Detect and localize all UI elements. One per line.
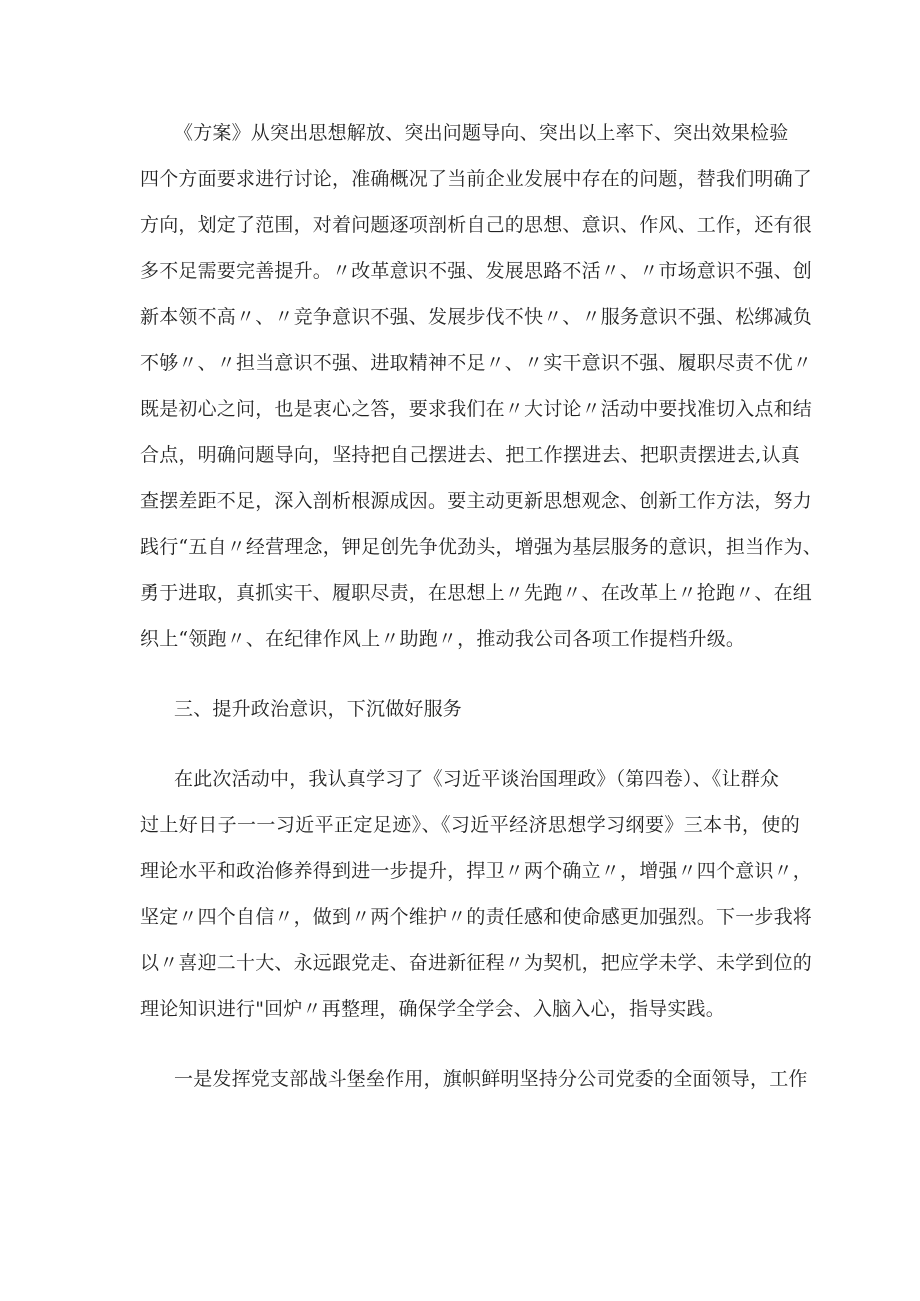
paragraph-2-line-5: 以〃喜迎二十大、永远跟党走、奋进新征程〃为契机，把应学未学、未学到位的 (140, 952, 813, 974)
paragraph-1-line-6: 不够〃、〃担当意识不强、进取精神不足〃、〃实干意识不强、履职尽责不优〃 (140, 352, 813, 374)
paragraph-1-line-4: 多不足需要完善提升。〃改革意识不强、发展思路不活〃、〃市场意识不强、创 (140, 260, 813, 282)
paragraph-1-line-7: 既是初心之问，也是衷心之答，要求我们在〃大讨论〃活动中要找准切入点和结 (140, 398, 813, 420)
paragraph-2-line-1: 在此次活动中，我认真学习了《习近平谈治国理政》（第四卷）、《让群众 (174, 768, 780, 790)
paragraph-2-line-6: 理论知识进行"回炉〃再整理，确保学全学会、入脑入心，指导实践。 (140, 998, 725, 1020)
section-heading: 三、提升政治意识，下沉做好服务 (174, 698, 463, 720)
paragraph-2-line-2: 过上好日子一一习近平正定足迹》、《习近平经济思想学习纲要》三本书，使的 (140, 814, 800, 836)
paragraph-1-line-3: 方向，划定了范围，对着问题逐项剖析自己的思想、意识、作风、工作，还有很 (140, 214, 813, 236)
paragraph-1-line-2: 四个方面要求进行讨论，准确概况了当前企业发展中存在的问题，替我们明确了 (140, 168, 813, 190)
paragraph-1-line-8: 合点，明确问题导向，坚持把自己摆进去、把工作摆进去、把职责摆进去,认真 (140, 444, 800, 466)
paragraph-1-line-9: 查摆差距不足，深入剖析根源成因。要主动更新思想观念、创新工作方法，努力 (140, 490, 813, 512)
paragraph-1-line-5: 新本领不高〃、〃竞争意识不强、发展步伐不快〃、〃服务意识不强、松绑减负 (140, 306, 813, 328)
paragraph-1-line-1: 《方案》从突出思想解放、突出问题导向、突出以上率下、突出效果检验 (174, 122, 789, 144)
paragraph-1-line-12: 织上“领跑〃、在纪律作风上〃助跑〃，推动我公司各项工作提档升级。 (140, 628, 746, 650)
paragraph-2-line-3: 理论水平和政治修养得到进一步提升，捍卫〃两个确立〃，增强〃四个意识〃， (140, 860, 813, 882)
paragraph-1-line-10: 践行“五自〃经营理念，钾足创先争优劲头，增强为基层服务的意识，担当作为、 (140, 536, 822, 558)
paragraph-1-line-11: 勇于进取，真抓实干、履职尽责，在思想上〃先跑〃、在改革上〃抢跑〃、在组 (140, 582, 813, 604)
paragraph-3-line-1: 一是发挥党支部战斗堡垒作用，旗帜鲜明坚持分公司党委的全面领导，工作 (174, 1068, 808, 1090)
paragraph-2-line-4: 坚定〃四个自信〃，做到〃两个维护〃的责任感和使命感更加强烈。下一步我将 (140, 906, 813, 928)
